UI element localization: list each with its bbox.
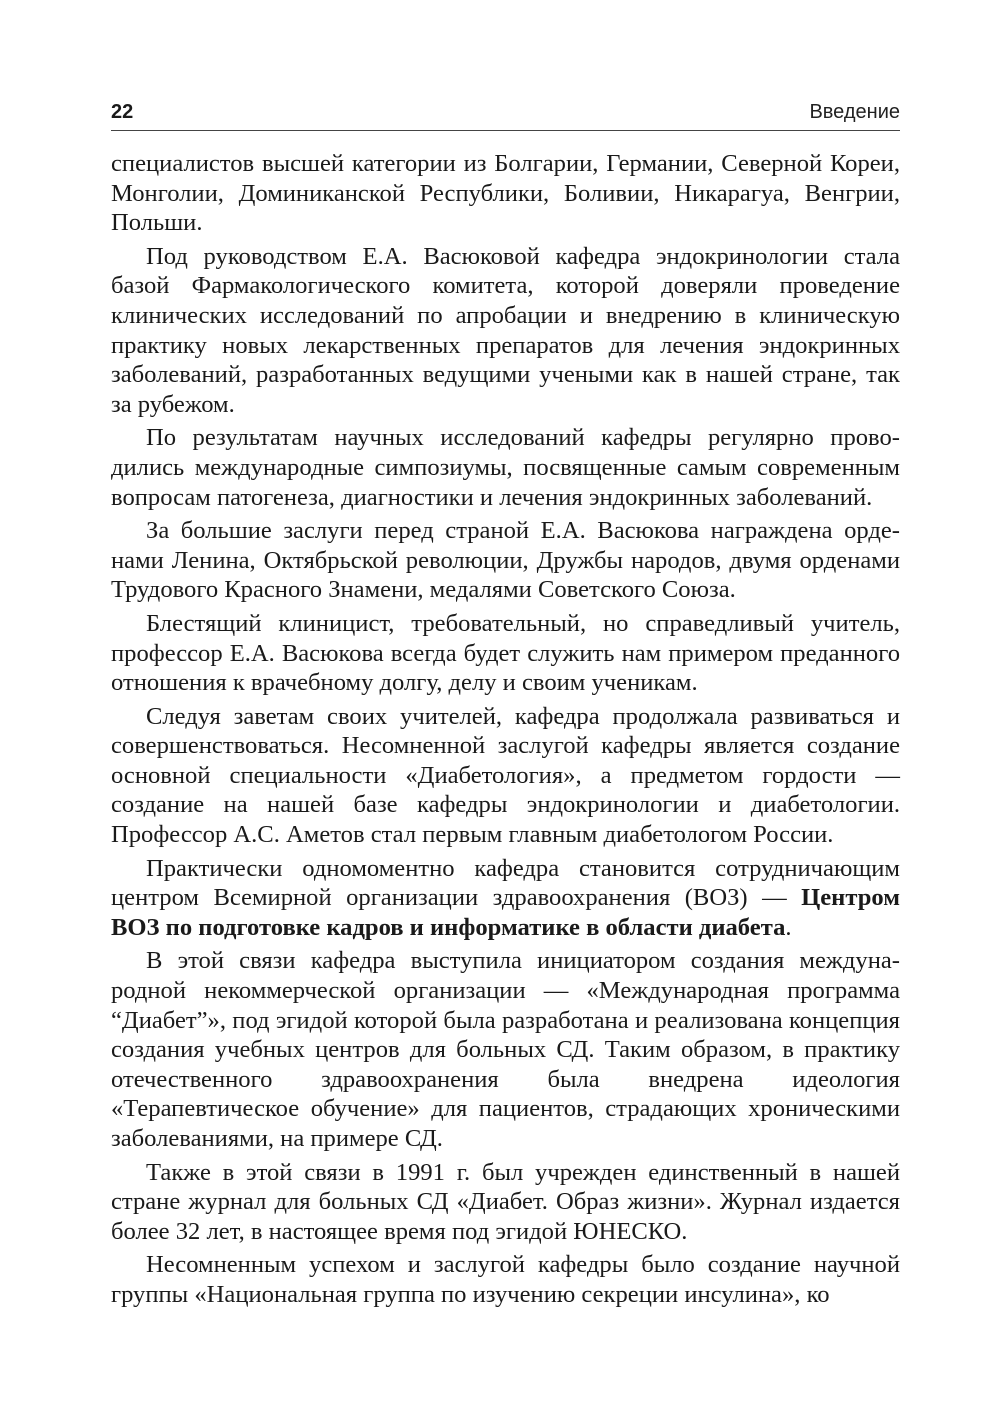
paragraph-who: [111, 854, 900, 943]
paragraph: Следуя заветам своих учителей, кафедра продолжала развиваться и совершенствоваться. Несомненной заслугой кафедры является создание основной специальности «Диабетология», а предметом гордости — создание на нашей базе кафедры эндокринологии и диабетологии. Профессор А.С. Аметов стал первым главным диабетологом России.: [111, 702, 900, 849]
paragraph: Несомненным успехом и заслугой кафедры было создание научной группы «Национальная группа по изучению секреции инсулина», ко: [111, 1251, 900, 1308]
page-header: [111, 96, 900, 131]
who-text: Практически одномоментно кафедра становится сотрудничающим центром Всемирной организации здравоохранения (ВОЗ) —: [111, 854, 900, 912]
paragraph: Также в этой связи в 1991 г. был учрежден единственный в нашей стране журнал для больных СД «Диабет. Образ жизни». Журнал издается более 32 лет, в настоящее время под эгидой ЮНЕСКО.: [111, 1158, 900, 1245]
who-text-end: .: [785, 913, 792, 941]
paragraph: Под руководством Е.А. Васюковой кафедра эндокринологии стала базой Фармакологического комитета, которой доверяли проведение клинических исследований по апробации и внедрению в клиническую практику новых лекарственных препаратов для лечения эндокринных заболеваний, разработанных ведущими учеными как в нашей стране, так за рубежом.: [111, 242, 900, 418]
paragraph: специалистов высшей категории из Болгарии, Германии, Северной Кореи, Монголии, Доминиканской Республики, Боливии, Никарагуа, Венгрии, Польши.: [111, 150, 900, 237]
page-number: 22: [111, 101, 134, 123]
who-center-bold: Центром ВОЗ по подготовке кадров и информатике в области диабета: [111, 884, 900, 941]
paragraph: За большие заслуги перед страной Е.А. Васюкова награждена орденами Ленина, Октябрьской революции, Дружбы народов, двумя орденами Трудового Красного Знамени, медалями Советского Союза.: [111, 517, 900, 604]
paragraph: Блестящий клиницист, требовательный, но справедливый учитель, профессор Е.А. Васюкова всегда будет служить нам примером преданного отношения к врачебному долгу, делу и своим ученикам.: [111, 609, 900, 697]
running-head: Введение: [809, 101, 900, 123]
paragraph: По результатам научных исследований кафедры регулярно проводились международные симпозиумы, посвященные самым современным вопросам патогенеза, диагностики и лечения эндокринных заболеваний.: [111, 424, 900, 511]
paragraph: В этой связи кафедра выступила инициатором создания международной некоммерческой организации — «Международная программа “Диабет”», под эгидой которой была разработана и реализована концепция создания учебных центров для больных СД. Таким образом, в практику отечественного здравоохранения была внедрена идеология «Терапевтическое обучение» для пациентов, страдающих хроническими заболеваниями, на примере СД.: [111, 947, 900, 1152]
body-text: [111, 149, 900, 1314]
